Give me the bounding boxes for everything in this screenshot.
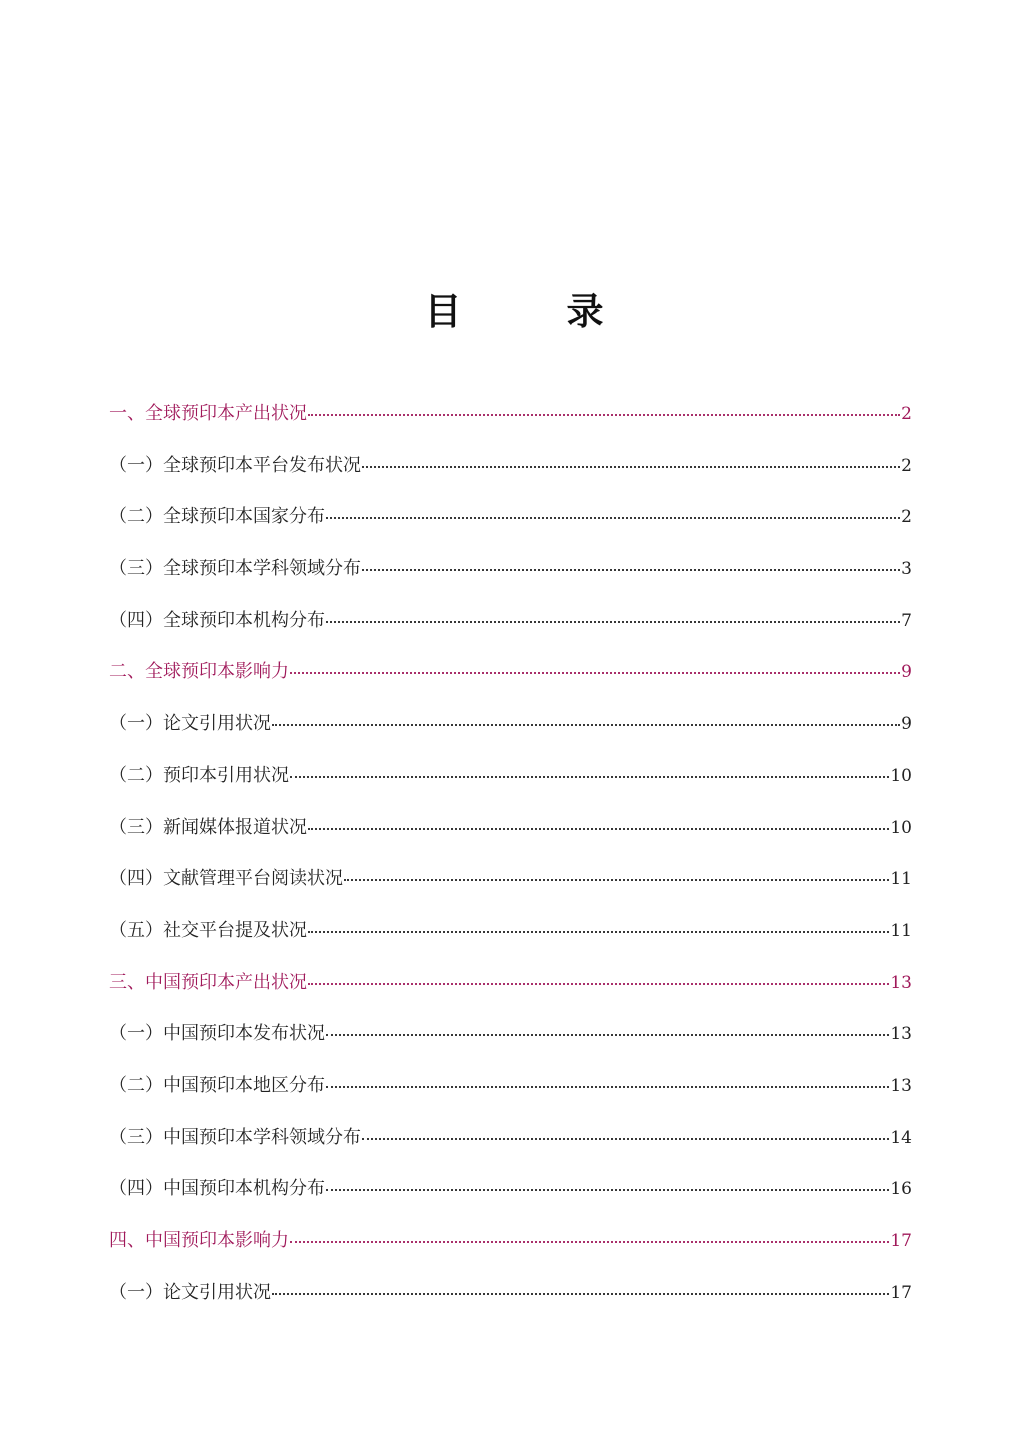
dot-leader: [326, 1085, 889, 1088]
toc-entry-label: （一）论文引用状况: [109, 713, 271, 735]
dot-leader: [326, 1188, 889, 1191]
toc-subsection-entry[interactable]: [109, 1070, 912, 1122]
dot-leader: [362, 465, 900, 468]
dot-leader: [362, 1137, 889, 1140]
toc-page-number: 17: [890, 1231, 912, 1251]
toc-page-number: 10: [890, 765, 912, 786]
toc-page-number: 2: [901, 507, 912, 528]
dot-leader: [308, 982, 889, 985]
toc-page-number: 11: [890, 920, 912, 941]
toc-entry-label: 二、全球预印本影响力: [109, 661, 289, 683]
toc-entry-label: 一、全球预印本产出状况: [109, 403, 307, 424]
toc-page-number: 10: [890, 817, 912, 838]
toc-subsection-entry[interactable]: [109, 708, 912, 760]
toc-subsection-entry[interactable]: [109, 915, 912, 967]
toc-subsection-entry[interactable]: [109, 1277, 912, 1329]
dot-leader: [290, 775, 889, 778]
table-of-contents: [109, 398, 912, 1328]
toc-entry-label: 四、中国预印本影响力: [109, 1230, 289, 1251]
toc-page-number: 7: [901, 610, 912, 631]
toc-page-number: 14: [890, 1127, 912, 1148]
toc-entry-label: （四）文献管理平台阅读状况: [109, 868, 343, 890]
toc-subsection-entry[interactable]: [109, 450, 912, 502]
toc-title: 目 录: [424, 289, 638, 333]
toc-page-number: 9: [901, 662, 912, 683]
toc-subsection-entry[interactable]: [109, 1122, 912, 1174]
toc-entry-label: （二）全球预印本国家分布: [109, 506, 325, 528]
toc-entry-label: （三）中国预印本学科领域分布: [109, 1126, 361, 1148]
toc-page-number: 17: [890, 1282, 912, 1303]
toc-section-entry[interactable]: [109, 1225, 912, 1277]
toc-page-number: 2: [901, 404, 912, 424]
toc-entry-label: （二）预印本引用状况: [109, 764, 289, 786]
toc-entry-label: （一）中国预印本发布状况: [109, 1023, 325, 1045]
toc-page-number: 3: [901, 559, 912, 580]
toc-section-entry[interactable]: [109, 398, 912, 450]
dot-leader: [362, 568, 900, 571]
dot-leader: [272, 1292, 889, 1295]
toc-subsection-entry[interactable]: [109, 501, 912, 553]
dot-leader: [326, 1033, 889, 1036]
toc-page-number: 13: [890, 1075, 912, 1096]
toc-page-number: 13: [890, 972, 912, 993]
toc-entry-label: （二）中国预印本地区分布: [109, 1074, 325, 1096]
dot-leader: [290, 671, 900, 674]
dot-leader: [272, 723, 900, 726]
toc-entry-label: （五）社交平台提及状况: [109, 919, 307, 941]
toc-entry-label: （四）中国预印本机构分布: [109, 1178, 325, 1200]
toc-entry-label: （四）全球预印本机构分布: [109, 609, 325, 631]
toc-page-number: 11: [890, 869, 912, 890]
toc-entry-label: （三）全球预印本学科领域分布: [109, 558, 361, 580]
toc-subsection-entry[interactable]: [109, 1018, 912, 1070]
dot-leader: [326, 620, 900, 623]
dot-leader: [308, 413, 900, 416]
toc-subsection-entry[interactable]: [109, 1173, 912, 1225]
toc-subsection-entry[interactable]: [109, 605, 912, 657]
toc-subsection-entry[interactable]: [109, 553, 912, 605]
dot-leader: [308, 827, 889, 830]
dot-leader: [308, 930, 889, 933]
dot-leader: [290, 1240, 889, 1243]
toc-page-number: 13: [890, 1024, 912, 1045]
toc-entry-label: 三、中国预印本产出状况: [109, 971, 307, 993]
toc-section-entry[interactable]: [109, 656, 912, 708]
dot-leader: [326, 516, 900, 519]
toc-entry-label: （一）全球预印本平台发布状况: [109, 454, 361, 476]
toc-page-number: 2: [901, 455, 912, 476]
toc-entry-label: （三）新闻媒体报道状况: [109, 816, 307, 838]
toc-page-number: 9: [901, 714, 912, 735]
toc-subsection-entry[interactable]: [109, 863, 912, 915]
toc-page-number: 16: [890, 1179, 912, 1200]
toc-entry-label: （一）论文引用状况: [109, 1281, 271, 1303]
toc-subsection-entry[interactable]: [109, 812, 912, 864]
toc-subsection-entry[interactable]: [109, 760, 912, 812]
dot-leader: [344, 878, 889, 881]
toc-section-entry[interactable]: [109, 967, 912, 1019]
